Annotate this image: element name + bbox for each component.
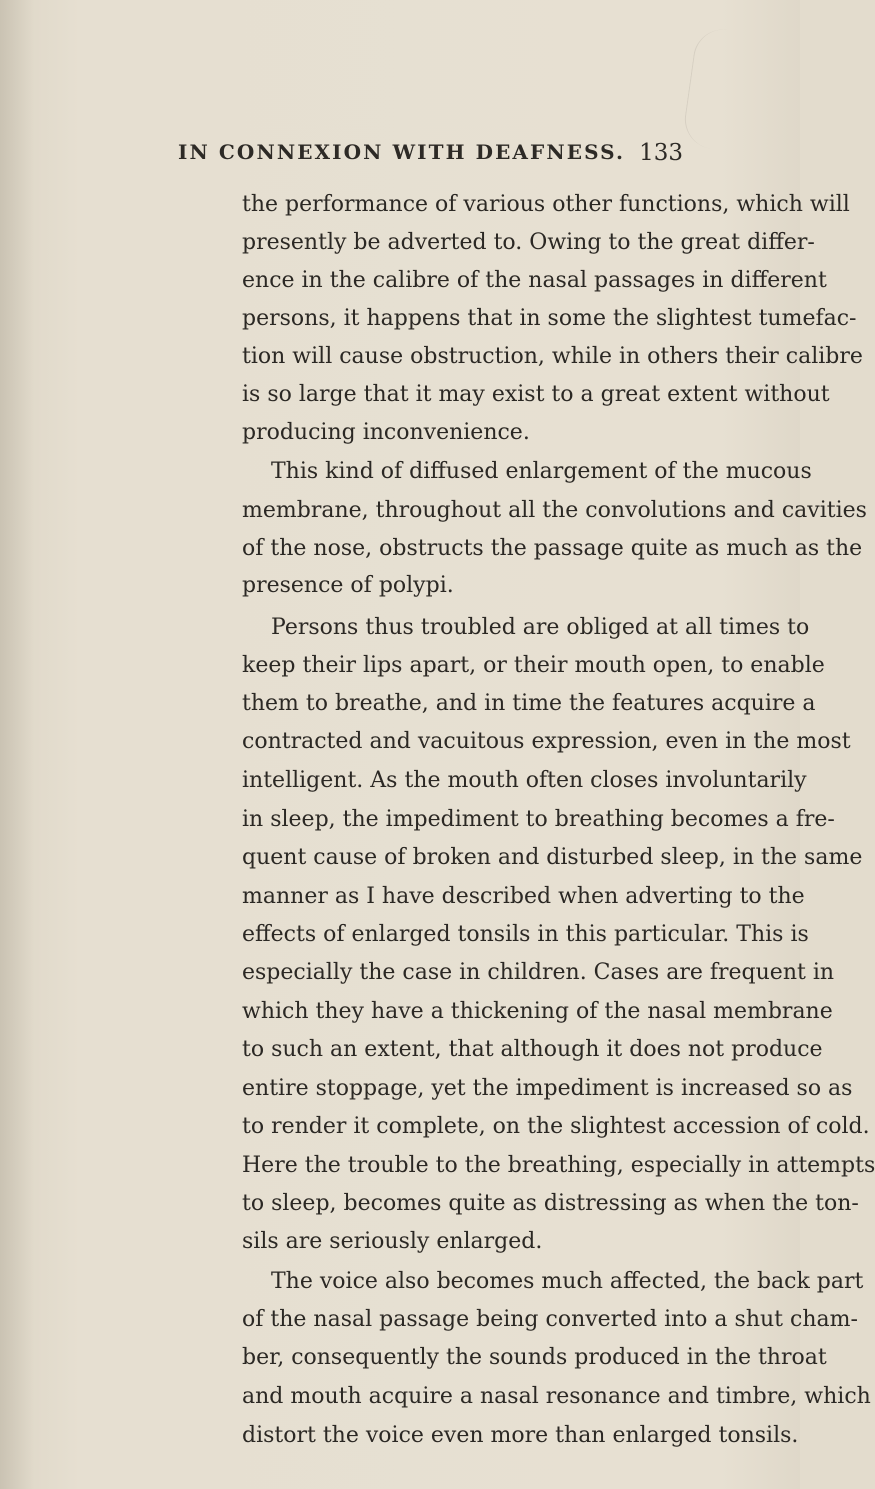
text-line: producing inconvenience. (242, 420, 530, 445)
text-line: ber, consequently the sounds produced in the throat (242, 1345, 827, 1370)
text-line: effects of enlarged tonsils in this particular. This is (242, 922, 809, 947)
text-line: sils are seriously enlarged. (242, 1229, 543, 1254)
text-line: quent cause of broken and disturbed sleep, in the same (242, 845, 863, 870)
text-line: ence in the calibre of the nasal passages in different (242, 268, 827, 293)
text-line: membrane, throughout all the convolutions and cavities (242, 498, 867, 523)
text-line: manner as I have described when adverting to the (242, 884, 805, 909)
text-line: to such an extent, that although it does not produce (242, 1037, 823, 1062)
text-line: The voice also becomes much affected, the back part (271, 1269, 864, 1294)
text-line: which they have a thickening of the nasal membrane (242, 999, 833, 1024)
text-line: persons, it happens that in some the slightest tumefac- (242, 306, 857, 331)
text-line: and mouth acquire a nasal resonance and timbre, which (242, 1384, 871, 1409)
text-line: distort the voice even more than enlarged tonsils. (242, 1423, 799, 1448)
text-line: presently be adverted to. Owing to the great differ- (242, 230, 815, 255)
text-line: tion will cause obstruction, while in others their calibre (242, 344, 863, 369)
text-line: the performance of various other functions, which will (242, 192, 850, 217)
text-line: Persons thus troubled are obliged at all times to (271, 615, 810, 640)
text-line: keep their lips apart, or their mouth open, to enable (242, 653, 825, 678)
text-line: especially the case in children. Cases are frequent in (242, 960, 835, 985)
text-line: of the nasal passage being converted into a shut cham- (242, 1307, 858, 1332)
text-line: presence of polypi. (242, 573, 454, 598)
text-line: entire stoppage, yet the impediment is increased so as (242, 1076, 853, 1101)
text-line: in sleep, the impediment to breathing becomes a fre- (242, 807, 835, 832)
text-line: intelligent. As the mouth often closes involuntarily (242, 768, 807, 793)
page-number: 133 (639, 140, 683, 166)
text-line: to render it complete, on the slightest accession of cold. (242, 1114, 870, 1139)
text-line: Here the trouble to the breathing, especially in attempts (242, 1153, 875, 1178)
text-line: is so large that it may exist to a great extent without (242, 382, 830, 407)
running-head: IN CONNEXION WITH DEAFNESS. (178, 140, 626, 164)
text-line: of the nose, obstructs the passage quite as much as the (242, 536, 863, 561)
text-line: This kind of diffused enlargement of the mucous (271, 459, 812, 484)
text-line: them to breathe, and in time the features acquire a (242, 691, 816, 716)
text-line: to sleep, becomes quite as distressing as when the ton- (242, 1191, 859, 1216)
text-line: contracted and vacuitous expression, even in the most (242, 729, 851, 754)
